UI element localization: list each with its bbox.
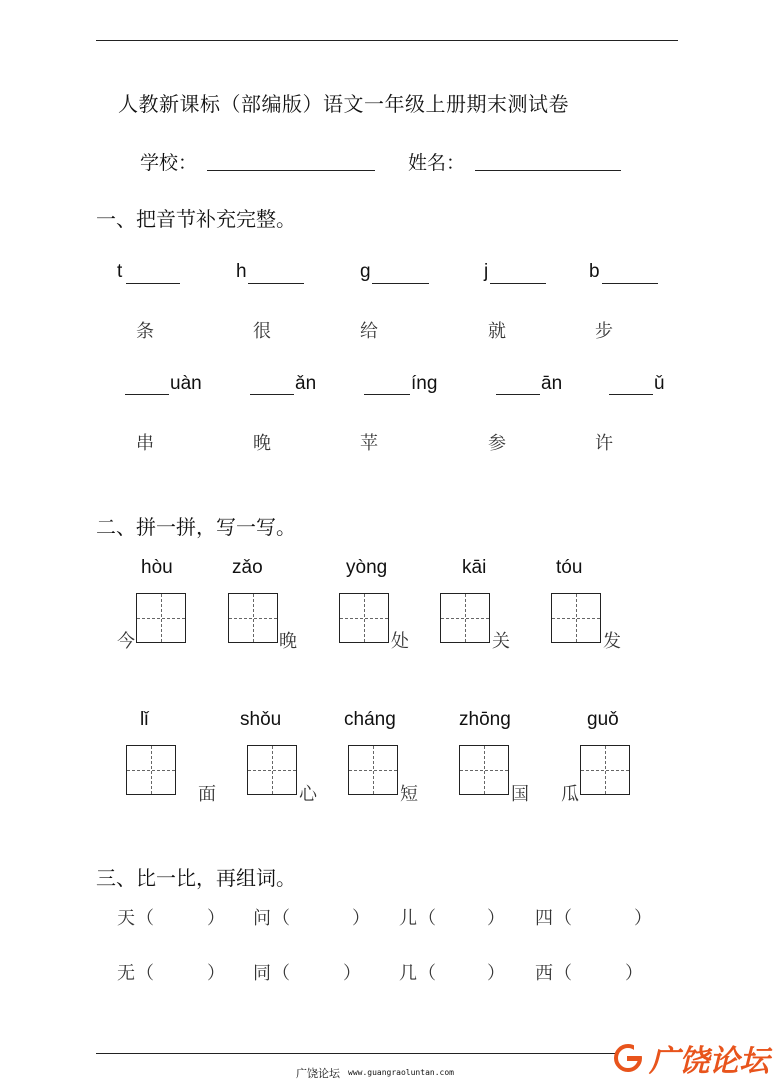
initial-j: j [484, 261, 489, 282]
initial-h: h [236, 261, 247, 282]
char: 西 [535, 963, 553, 984]
char: 许 [595, 433, 613, 454]
open-paren: （ [136, 963, 154, 984]
writing-box[interactable] [136, 593, 186, 643]
open-paren: （ [554, 963, 572, 984]
char: 无 [117, 963, 135, 984]
writing-box[interactable] [551, 593, 601, 643]
initial-t: t [117, 261, 123, 282]
final: ǎn [295, 373, 317, 394]
top-rule [96, 40, 678, 41]
open-paren: （ [554, 908, 572, 929]
close-paren: ） [343, 963, 361, 984]
name-label: 姓名： [408, 152, 466, 174]
name-field[interactable] [475, 170, 621, 171]
char: 给 [360, 321, 378, 342]
pinyin: tóu [556, 557, 583, 578]
char: 面 [198, 784, 216, 805]
final: uàn [170, 373, 202, 394]
char: 关 [492, 631, 510, 652]
initial-b: b [589, 261, 600, 282]
char: 今 [117, 631, 135, 652]
blank[interactable] [250, 394, 294, 395]
page-title: 人教新课标（部编版）语文一年级上册期末测试卷 [118, 92, 569, 116]
char: 步 [595, 321, 613, 342]
open-paren: （ [418, 908, 436, 929]
writing-box[interactable] [339, 593, 389, 643]
close-paren: ） [207, 963, 225, 984]
char: 串 [136, 433, 154, 454]
char: 天 [117, 908, 135, 929]
blank[interactable] [125, 394, 169, 395]
char: 苹 [360, 433, 378, 454]
char: 儿 [399, 908, 417, 929]
close-paren: ） [487, 963, 505, 984]
close-paren: ） [207, 908, 225, 929]
blank[interactable] [372, 283, 429, 284]
pinyin: zǎo [232, 557, 263, 578]
blank[interactable] [496, 394, 540, 395]
char: 几 [399, 963, 417, 984]
blank[interactable] [609, 394, 653, 395]
writing-box[interactable] [459, 745, 509, 795]
open-paren: （ [136, 908, 154, 929]
close-paren: ） [634, 908, 652, 929]
footer-site-name: 广饶论坛 [296, 1067, 340, 1080]
initial-g: g [360, 261, 371, 282]
pinyin: yòng [346, 557, 388, 578]
char: 晚 [279, 631, 297, 652]
logo-text: 广饶论坛 [649, 1044, 770, 1079]
writing-box[interactable] [228, 593, 278, 643]
pinyin: shǒu [240, 709, 282, 730]
section3-heading: 三、比一比，再组词。 [96, 866, 296, 890]
char: 四 [535, 908, 553, 929]
char: 晚 [253, 433, 271, 454]
pinyin: lǐ [140, 709, 149, 730]
footer-url[interactable]: www.guangraoluntan.com [348, 1068, 454, 1077]
char: 同 [253, 963, 271, 984]
logo-mark-icon [612, 1042, 644, 1074]
site-logo [612, 1036, 769, 1080]
char: 国 [511, 784, 529, 805]
pinyin: guǒ [587, 709, 619, 730]
blank[interactable] [248, 283, 304, 284]
writing-box[interactable] [440, 593, 490, 643]
bottom-rule [96, 1053, 616, 1054]
close-paren: ） [352, 908, 370, 929]
writing-box[interactable] [348, 745, 398, 795]
char: 很 [253, 321, 271, 342]
section2-heading: 二、拼一拼，写一写。 [96, 515, 296, 539]
pinyin: zhōng [459, 709, 511, 730]
open-paren: （ [418, 963, 436, 984]
final: ān [541, 373, 563, 394]
blank[interactable] [602, 283, 658, 284]
char: 处 [391, 631, 409, 652]
school-field[interactable] [207, 170, 375, 171]
section1-heading: 一、把音节补充完整。 [96, 207, 296, 231]
close-paren: ） [625, 963, 643, 984]
writing-box[interactable] [126, 745, 176, 795]
school-label: 学校： [140, 152, 198, 174]
open-paren: （ [272, 908, 290, 929]
char: 参 [488, 433, 506, 454]
pinyin: kāi [462, 557, 487, 578]
blank[interactable] [126, 283, 180, 284]
blank[interactable] [490, 283, 546, 284]
pinyin: cháng [344, 709, 396, 730]
final: ǔ [654, 373, 665, 394]
char: 发 [603, 631, 621, 652]
char: 瓜 [561, 784, 579, 805]
open-paren: （ [272, 963, 290, 984]
final: íng [411, 373, 438, 394]
close-paren: ） [487, 908, 505, 929]
writing-box[interactable] [247, 745, 297, 795]
char: 条 [136, 321, 154, 342]
writing-box[interactable] [580, 745, 630, 795]
blank[interactable] [364, 394, 410, 395]
pinyin: hòu [141, 557, 173, 578]
char: 短 [400, 784, 418, 805]
char: 心 [299, 784, 317, 805]
char: 就 [488, 321, 506, 342]
char: 问 [253, 908, 271, 929]
